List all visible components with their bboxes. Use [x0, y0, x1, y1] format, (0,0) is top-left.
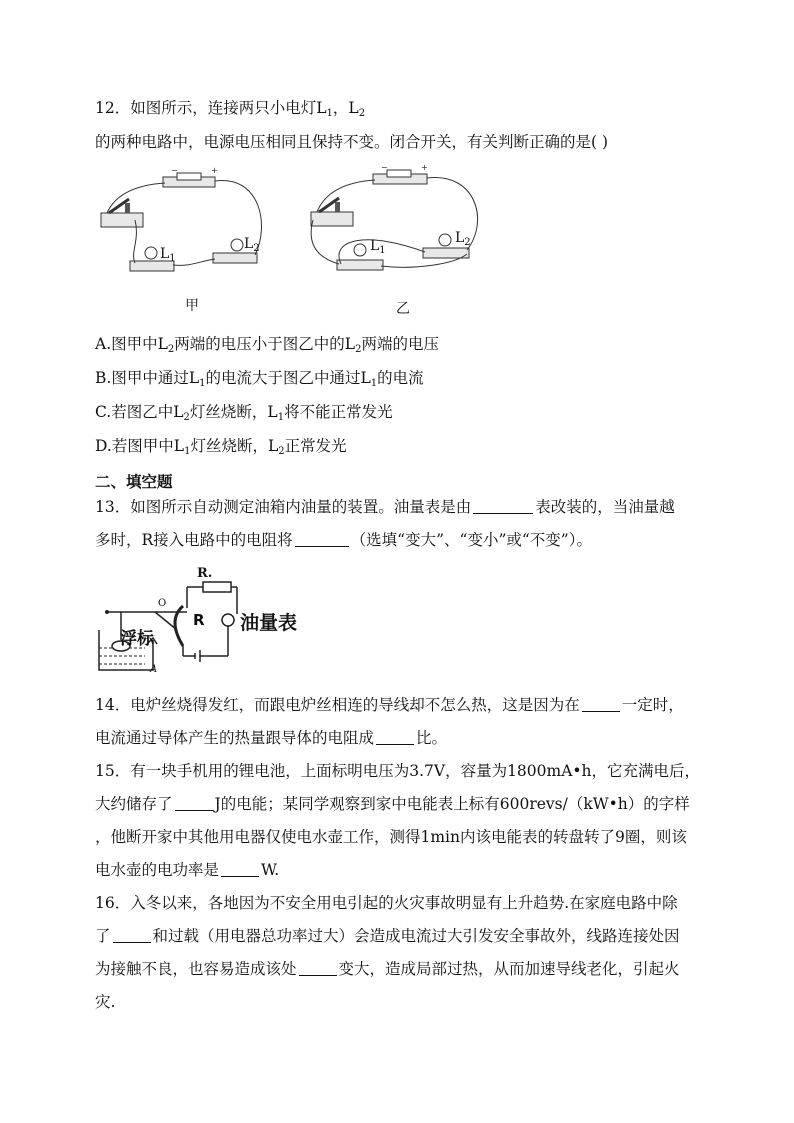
answer-blank[interactable] — [113, 927, 151, 943]
answer-blank[interactable] — [582, 696, 620, 712]
q13-line1 — [95, 497, 675, 517]
option-b — [95, 368, 424, 394]
subscript: 1 — [326, 108, 333, 119]
q16-text: 为接触不良，也容易造成该处 — [95, 960, 297, 978]
circuit-figure-yi — [305, 160, 495, 280]
q15-text: W. — [261, 861, 280, 879]
option-a — [95, 334, 439, 360]
q14-line1 — [95, 695, 684, 715]
fig-label-l1: $L_1$ — [160, 246, 176, 264]
q16-text: 了 — [95, 927, 111, 945]
q15-line3: ，他断开家中其他用电器仅使电水壶工作，测得1min内该电能表的转盘转了9圈，则该 — [95, 828, 687, 846]
option-text: 两端的电压 — [361, 335, 439, 353]
fig-label-r: R — [193, 611, 205, 629]
option-text: 灯丝烧断，L — [190, 437, 279, 455]
answer-blank[interactable] — [299, 960, 337, 976]
fig-caption-yi: 乙 — [396, 301, 410, 317]
q16-line4: 灾. — [95, 993, 116, 1011]
fig-label-l2: $L_2$ — [244, 236, 260, 254]
q15-line1: 15．有一块手机用的锂电池，上面标明电压为3.7V，容量为1800mA•h，它充满电后， — [95, 762, 701, 780]
q15-text: 电水壶的电功率是 — [95, 861, 220, 879]
q15-line4 — [95, 860, 279, 880]
q16-line1: 16．入冬以来，各地因为不安全用电引起的火灾事故明显有上升趋势.在家庭电路中除 — [95, 894, 678, 912]
option-text: B.图甲中通过L — [95, 369, 200, 387]
answer-blank[interactable] — [221, 861, 259, 877]
svg-text:−: − — [381, 163, 388, 172]
q14-text: 电流通过导体产生的热量跟导体的电阻成 — [95, 729, 375, 747]
option-d — [95, 436, 347, 462]
q14-text: 比。 — [416, 729, 448, 747]
subscript: 1 — [277, 412, 285, 423]
q15-line2 — [95, 794, 690, 814]
option-text: 正常发光 — [284, 437, 347, 455]
fig-label-l2-yi: $L_2$ — [455, 230, 471, 248]
q14-text: 一定时， — [621, 696, 684, 714]
fig-label-float: 浮标 — [120, 629, 154, 649]
q13-line2 — [95, 530, 592, 550]
subscript: 1 — [370, 378, 378, 389]
q16-line2 — [95, 926, 680, 946]
fig-label-a: A — [150, 664, 158, 675]
answer-blank[interactable] — [295, 531, 349, 547]
answer-blank[interactable] — [473, 498, 533, 514]
circuit-figure-jia — [95, 165, 275, 280]
subscript: 2 — [278, 446, 285, 457]
option-text: A.图甲中L — [95, 335, 168, 353]
fig-caption-jia: 甲 — [185, 298, 199, 314]
q15-text: J的电能；某同学观察到家中电能表上标有600revs/（kW•h）的字样 — [214, 795, 690, 813]
q16-text: 变大，造成局部过热，从而加速导线老化，引起火 — [338, 960, 680, 978]
option-text: 将不能正常发光 — [284, 403, 393, 421]
svg-text:+: + — [421, 163, 428, 172]
svg-text:−: − — [171, 166, 178, 175]
answer-blank[interactable] — [376, 729, 414, 745]
fig-label-l1-yi: $L_1$ — [370, 238, 386, 256]
q12-line2: 的两种电路中，电源电压相同且保持不变。闭合开关，有关判断正确的是( ) — [95, 133, 609, 151]
svg-text:+: + — [211, 166, 218, 175]
subscript: 2 — [358, 108, 366, 119]
subscript: 2 — [355, 344, 362, 355]
option-c — [95, 402, 393, 428]
q13-text: 表改装的，当油量越 — [535, 498, 675, 516]
option-text: 的电流大于图乙中通过L — [205, 369, 371, 387]
q13-text: 13．如图所示自动测定油箱内油量的装置。油量表是由 — [95, 498, 472, 516]
subscript: 1 — [184, 446, 191, 457]
fig-label-o: O — [158, 598, 167, 609]
fig-label-meter: 油量表 — [240, 612, 298, 634]
q16-text: 和过载（用电器总功率过大）会造成电流过大引发安全事故外，线路连接处因 — [152, 927, 680, 945]
section-title: 二、填空题 — [95, 473, 173, 491]
option-text: 两端的电压小于图乙中的L — [174, 335, 356, 353]
subscript: 2 — [183, 412, 190, 423]
q13-text: （选填“变大”、“变小”或“不变”）。 — [350, 531, 592, 549]
option-text: D.若图甲中L — [95, 437, 185, 455]
q14-text: 14．电炉丝烧得发红，而跟电炉丝相连的导线却不怎么热，这是因为在 — [95, 696, 580, 714]
subscript: 2 — [167, 344, 175, 355]
option-text: C.若图乙中L — [95, 403, 184, 421]
option-text: 灯丝烧断，L — [189, 403, 278, 421]
answer-blank[interactable] — [175, 795, 213, 811]
q16-line3 — [95, 959, 680, 979]
subscript: 1 — [199, 378, 206, 389]
q13-text: 多时，R接入电路中的电阻将 — [95, 531, 293, 549]
q15-text: 大约储存了 — [95, 795, 173, 813]
q12-line1 — [95, 98, 365, 124]
q12-text: ，L — [332, 99, 359, 117]
q12-text: 12．如图所示，连接两只小电灯L — [95, 99, 327, 117]
option-text: 的电流 — [377, 369, 424, 387]
fig-label-r-top: R. — [197, 566, 213, 581]
q14-line2 — [95, 728, 447, 748]
